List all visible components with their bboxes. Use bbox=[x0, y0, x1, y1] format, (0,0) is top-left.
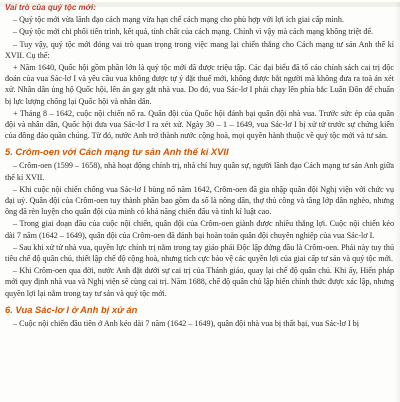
paragraph: – Quý tộc mới chi phối tiến trình, kết quả, tính chất của cách mạng. Chính vì vậy mà cách mạng không triệt để. bbox=[13, 27, 374, 37]
paragraph: – Trong giai đoạn đầu của cuộc nội chiến, quân đội của Crôm-oen giành được nhiều thắng lợi. Cuộc nội chiến kéo dài 7 năm (1642 – 1649), quân đội của Crôm-oen đã đánh bại hoàn toàn quân đội chuyên nghiệp của vua Sác-lơ I. bbox=[5, 219, 394, 240]
paragraph: – Crôm-oen (1599 – 1658), nhà hoạt động chính trị, nhà chỉ huy quân sự, người lãnh đạo Cách mạng tư sản Anh giữa thế kỉ XVII. bbox=[5, 161, 394, 182]
section-5-heading: 5. Crôm-oen với Cách mạng tư sản Anh thế kỉ XVII bbox=[5, 146, 229, 158]
document-body bbox=[5, 2, 394, 329]
paragraph: – Quý tộc mới vừa lãnh đạo cách mạng vừa hạn chế cách mạng cho phù hợp với lợi ích giai cấp mình. bbox=[13, 15, 344, 25]
paragraph: + Tháng 8 – 1642, cuộc nội chiến nổ ra. Quân đội của Quốc hội đánh bại quân đội nhà vua. Trước sức ép của quân đội và nhân dân, Quốc hội đưa vua Sác-lơ I ra xét xử. Ngày 30 – 1 – 1649, vua Sác-lơ I bị xử tử trước sự chứng kiến của đông đảo quần chúng. Từ đó, nước Anh trở thành nước cộng hoà, mọi quyền hành thuộc về quý tộc mới và tư sản. bbox=[5, 108, 394, 141]
page-edge-shadow bbox=[394, 2, 400, 402]
paragraph: – Tuy vậy, quý tộc mới đóng vai trò quan trọng trong việc mang lại chiến thắng cho Cách mạng tư sản Anh thế kỉ XVII. Cụ thể: bbox=[5, 39, 394, 60]
paragraph: – Sau khi xử tử nhà vua, quyền lực chính trị nằm trong tay giáo phái Độc lập đứng đầu là Crôm-oen. Phái này tuy thủ tiêu chế độ quân chủ, thiết lập chế độ cộng hoà, nhưng tích cực bảo vệ các quyền lợi của giai cấp tư sản và quý tộc mới. bbox=[5, 242, 394, 264]
section-6-heading: 6. Vua Sác-lơ I ở Anh bị xử án bbox=[5, 303, 138, 315]
page bbox=[0, 2, 400, 402]
paragraph: – Khi cuộc nội chiến chống vua Sác-lơ I bùng nổ năm 1642, Crôm-oen đã gia nhập quân đội Nghị viện với chức vụ đại uý. Quân đội của Crôm-oen tuy thành phần bao gồm đa số là nông dân, thợ thủ công và tầng lớp dân nghèo, nhưng ông đã rèn luyện cho quân đội của mình có khả năng chiến đấu và tinh kỉ luật cao. bbox=[5, 184, 394, 217]
subheading: Vai trò của quý tộc mới: bbox=[5, 3, 96, 12]
paragraph: + Năm 1640, Quốc hội gồm phần lớn là quý tộc mới đã được triệu tập. Các đại biểu đã tố cáo chính sách cai trị độc đoán của vua Sác-lơ I và yêu cầu vua không được tự ý đặt thuế mới, không được bắt người mà không đưa ra toà án xét xử. Nhân dân ủng hộ Quốc hội, lên án gay gắt nhà vua. Do đó, vua Sác-lơ I phải chạy lên phía bắc Luân Đôn để chuẩn bị lực lượng chống lại Quốc hội và nhân dân. bbox=[5, 63, 394, 106]
paragraph: – Khi Crôm-oen qua đời, nước Anh đặt dưới sự cai trị của Thánh giáo, quay lại chế độ quân chủ. Khi ấy, Hiến pháp mới quy định nhà vua và Nghị viện sẽ cùng cai trị. Năm 1688, chế độ quân chủ lập hiến chính thức được xác lập, nhưng quyền lợi lại nằm trong tay tư sản và quý tộc mới. bbox=[5, 266, 394, 298]
paragraph: – Cuộc nội chiến đầu tiên ở Anh kéo dài 7 năm (1642 – 1649), quân đội nhà vua bị thất bại, vua Sác-lơ I bị bbox=[13, 318, 359, 328]
